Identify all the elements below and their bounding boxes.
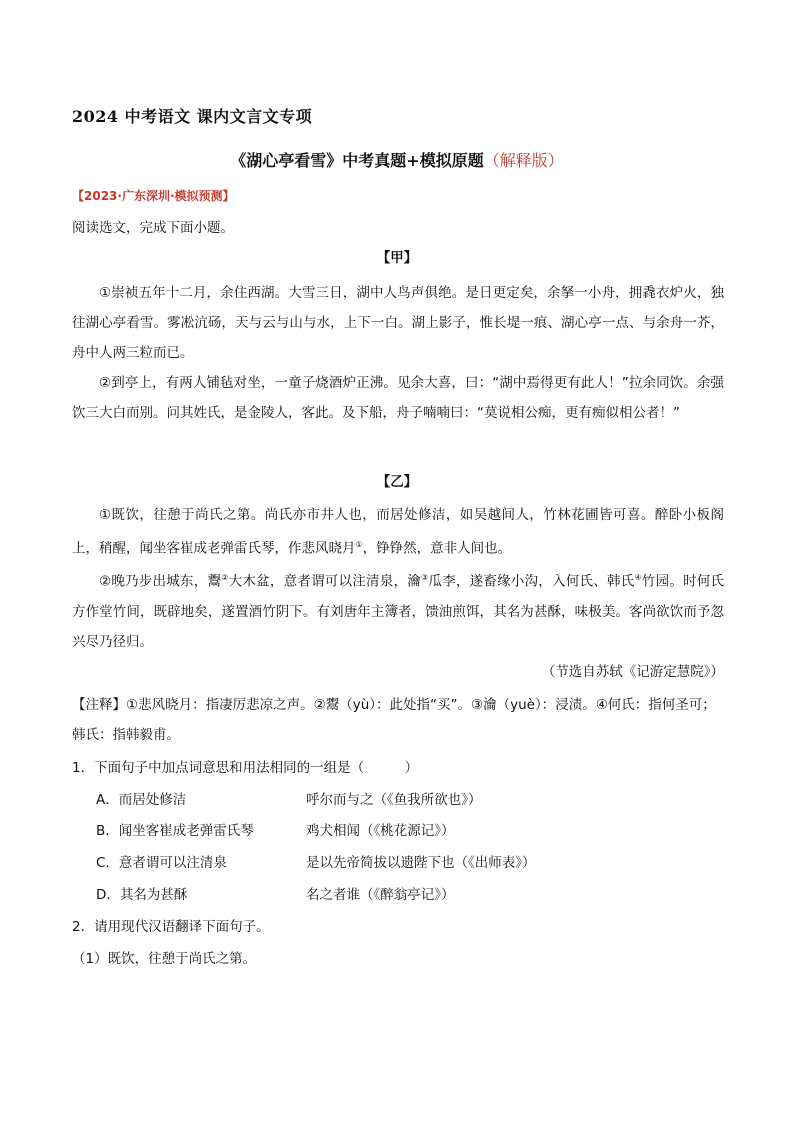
option-b-right: 鸡犬相闻（《桃花源记》） <box>306 823 455 839</box>
yi-p1-text-b: ，铮铮然，意非人间也。 <box>362 540 512 557</box>
option-d-right: 名之者谁（《醉翁亭记》） <box>306 887 455 903</box>
document-title: 2024 中考语文 课内文言文专项 <box>72 107 313 126</box>
subtitle-main: 《湖心亭看雪》中考真题+模拟原题 <box>230 151 484 170</box>
option-d-left: D．其名为甚酥 <box>96 887 188 903</box>
annotation-notes: 【注释】①悲风晓月：指凄厉悲凉之声。②鬻（yù）：此处指“买”。③瀹（yuè）：浸渍。④何氏：指何圣可；韩氏：指韩毅甫。 <box>72 697 716 743</box>
source-tag: 【2023·广东深圳·模拟预测】 <box>72 189 235 203</box>
yi-p2-text-c: 瓜李，遂畜缘小沟，入何氏、韩氏 <box>428 573 635 590</box>
option-c-left: C．意者谓可以注清泉 <box>96 855 227 871</box>
subtitle-version: （解释版） <box>483 151 564 170</box>
passage-yi-paragraph-2 <box>72 563 724 657</box>
footnote-marker-3: ③ <box>420 573 429 582</box>
footnote-marker-2: ② <box>221 573 229 582</box>
option-a-right: 呼尔而与之（《鱼我所欲也》） <box>306 792 482 808</box>
yi-p2-text-d: 竹园。时何氏方作堂竹间，既辟地矣，遂置酒竹阴下。有刘唐年主簿者，馈油煎饵，其名为甚酥，味极美。客尚欲饮而予忽兴尽乃径归。 <box>72 573 725 650</box>
question-2: 2．请用现代汉语翻译下面句子。 <box>72 919 270 935</box>
footnote-marker-1: ① <box>355 540 363 549</box>
passage-yi-label: 【乙】 <box>376 474 418 490</box>
question-1: 1．下面句子中加点词意思和用法相同的一组是（ ） <box>72 760 419 776</box>
option-c-right: 是以先帝简拔以遗陛下也（《出师表》） <box>306 855 536 871</box>
yi-p2-text-b: 大木盆，意者谓可以注清泉，瀹 <box>228 573 421 590</box>
passage-jia-label: 【甲】 <box>376 250 418 266</box>
passage-yi-paragraph-1 <box>72 500 724 564</box>
option-b-left: B．闻坐客崔成老弹雷氏琴 <box>96 823 254 839</box>
passage-jia-paragraph-1: ①崇祯五年十二月，余住西湖。大雪三日，湖中人鸟声俱绝。是日更定矣，余拏一小舟，拥毳衣炉火，独往湖心亭看雪。雾凇沆砀，天与云与山与水，上下一白。湖上影子，惟长堤一痕、湖心亭一点、与余舟一芥，舟中人两三粒而已。 <box>72 285 724 361</box>
instruction-text: 阅读选文，完成下面小题。 <box>72 220 234 236</box>
passage-attribution: （节选自苏轼《记游定慧院》） <box>541 664 724 680</box>
yi-p2-text-a: ②晚乃步出城东，鬻 <box>99 573 222 590</box>
option-a-left: A．而居处修洁 <box>96 792 187 808</box>
yi-p1-text-a: ①既饮，往憩于尚氏之第。尚氏亦市井人也，而居处修洁，如吴越间人，竹林花圃皆可喜。醉卧小板阁上，稍醒，闻坐客崔成老弹雷氏琴，作悲风晓月 <box>72 507 724 557</box>
footnote-marker-4: ④ <box>634 573 642 582</box>
question-2-item-1: （1）既饮，往憩于尚氏之第。 <box>72 951 257 967</box>
exam-subtitle <box>0 148 794 171</box>
passage-jia-paragraph-2: ②到亭上，有两人铺毡对坐，一童子烧酒炉正沸。见余大喜，曰：“湖中焉得更有此人！”拉余同饮。余强饮三大白而别。问其姓氏，是金陵人，客此。及下船，舟子喃喃曰：“莫说相公痴，更有痴似相公者！” <box>72 375 724 421</box>
